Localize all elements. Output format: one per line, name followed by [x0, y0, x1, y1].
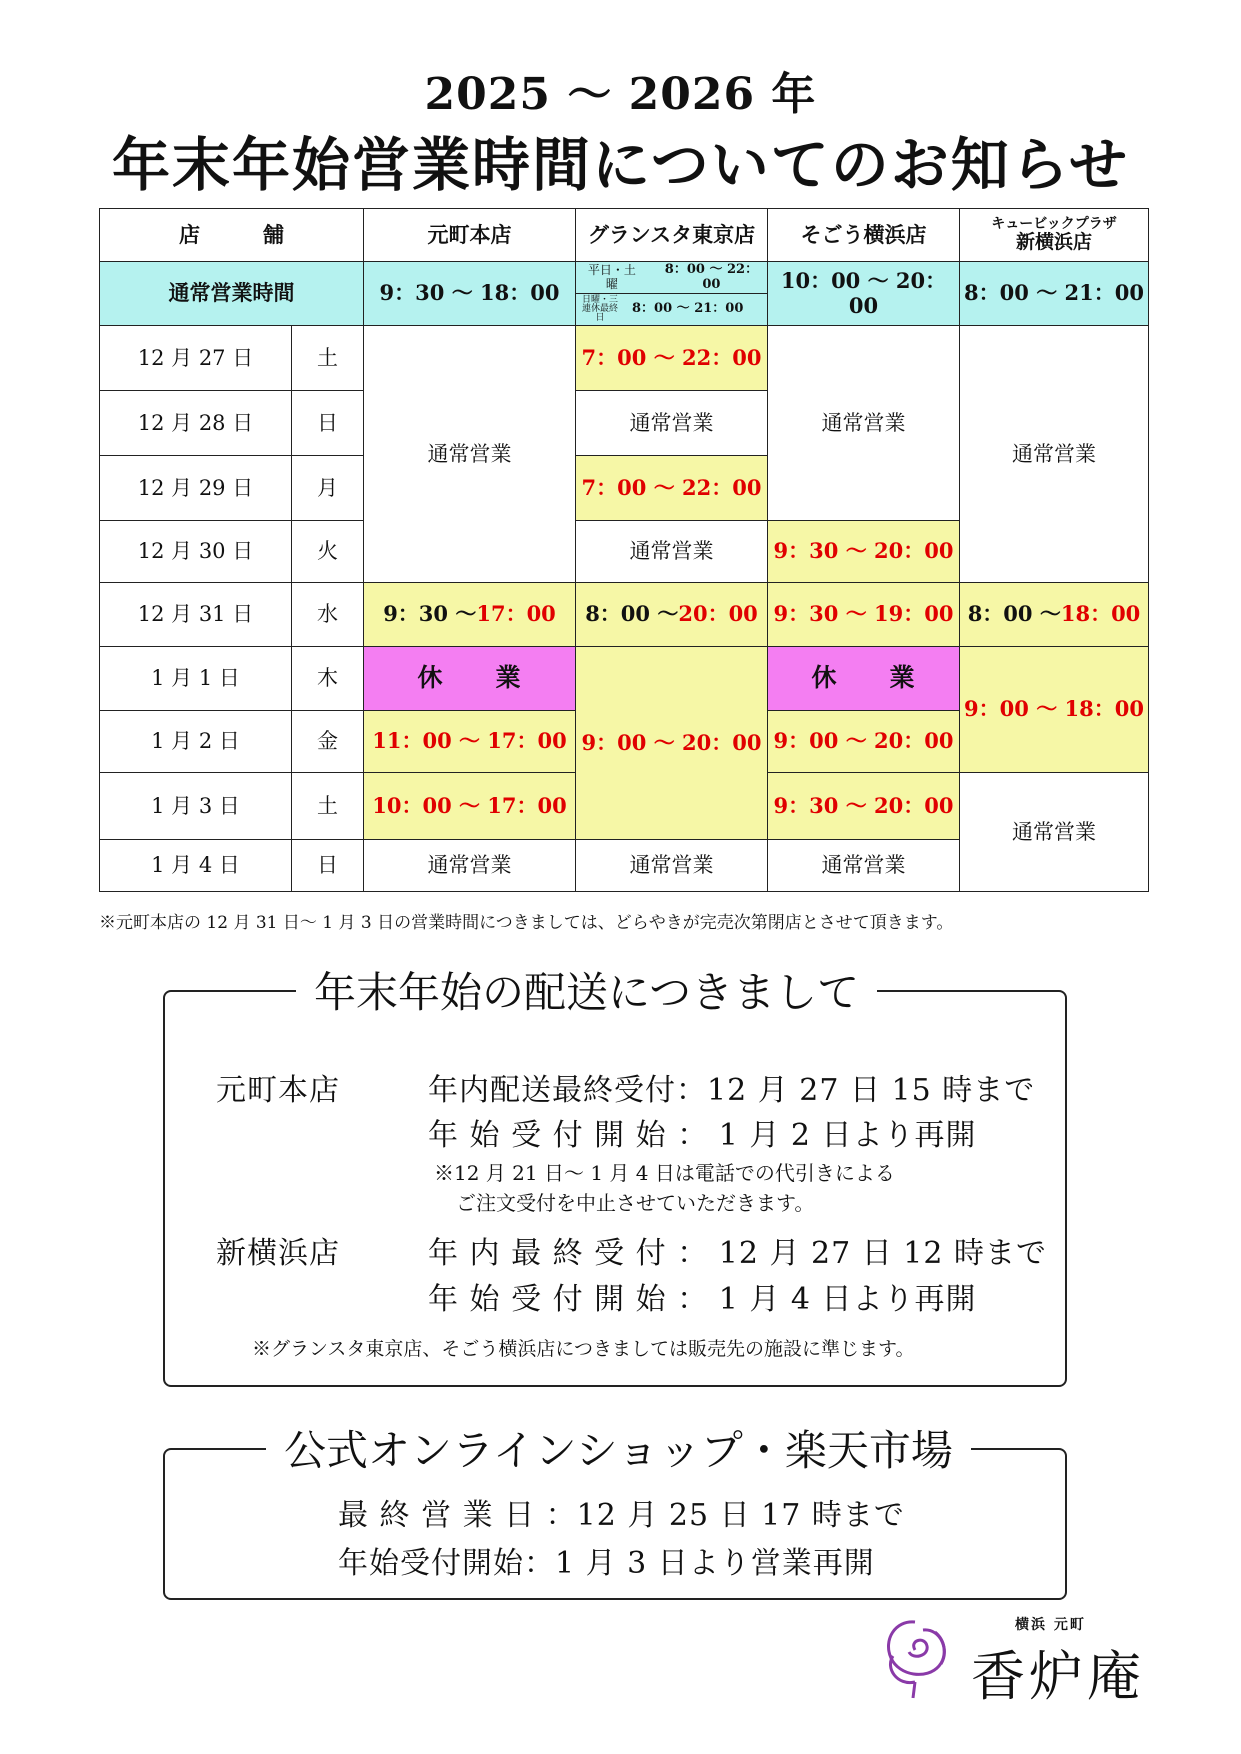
motomachi-1231-open: 9：30 〜 — [383, 601, 477, 627]
date-cell: 12 月 31 日 — [99, 582, 292, 647]
shinyokohama-restart: 年 始 受 付 開 始 ： 1 月 4 日より再開 — [428, 1282, 977, 1317]
dow-cell: 水 — [291, 582, 364, 647]
motomachi-note-line2: ご注文受付を中止させていただきます。 — [456, 1191, 815, 1215]
gransta-holiday-label: 日曜・三連休最終日 — [582, 295, 619, 323]
cubic-1231 — [959, 582, 1149, 647]
date-cell: 1 月 1 日 — [99, 646, 292, 711]
gransta-1231 — [575, 582, 768, 647]
sogo-1230: 9：30 〜 20：00 — [767, 520, 960, 583]
header-cubic-line1: キュービックプラザ — [991, 216, 1117, 233]
gransta-0101-0103: 9：00 〜 20：00 — [575, 646, 768, 840]
sogo-regular-1227-1229: 通常営業 — [767, 325, 960, 521]
dow-cell: 日 — [291, 390, 364, 456]
header-gransta: グランスタ東京店 — [575, 208, 768, 262]
motomachi-note-line1: ※12 月 21 日〜 1 月 4 日は電話での代引きによる — [434, 1161, 895, 1185]
gransta-1230: 通常営業 — [575, 520, 768, 583]
gransta-holiday-hours: 8：00 〜 21：00 — [632, 301, 744, 317]
normal-hours-label: 通常営業時間 — [99, 261, 364, 326]
gransta-1229: 7：00 〜 22：00 — [575, 455, 768, 521]
motomachi-restart: 年 始 受 付 開 始 ： 1 月 2 日より再開 — [428, 1118, 977, 1153]
motomachi-0101-closed: 休 業 — [363, 646, 576, 711]
motomachi-0103: 10：00 〜 17：00 — [363, 772, 576, 840]
online-last-day: 最 終 営 業 日 ：12 月 25 日 17 時まで — [338, 1498, 905, 1533]
delivery-title: 年末年始の配送につきまして — [296, 960, 877, 1020]
sogo-0103: 9：30 〜 20：00 — [767, 772, 960, 840]
online-title: 公式オンラインショップ・楽天市場 — [266, 1418, 971, 1478]
gransta-weekday-row — [576, 262, 767, 294]
header-motomachi: 元町本店 — [363, 208, 576, 262]
dow-cell: 月 — [291, 455, 364, 521]
year-heading: 2025 〜 2026 年 — [424, 69, 817, 120]
cubic-regular-1227-1230: 通常営業 — [959, 325, 1149, 583]
date-cell: 1 月 3 日 — [99, 772, 292, 840]
header-store: 店 舗 — [99, 208, 364, 262]
header-cubic-line2: 新横浜店 — [1015, 231, 1092, 254]
dow-cell: 火 — [291, 520, 364, 583]
logo-name: 香炉庵 — [971, 1645, 1145, 1708]
page-title: 年末年始営業時間についてのお知らせ — [111, 131, 1130, 199]
table-footnote: ※元町本店の 12 月 31 日〜 1 月 3 日の営業時間につきましては、どらやきが完売次第閉店とさせて頂きます。 — [99, 913, 954, 933]
delivery-note: ※グランスタ東京店、そごう横浜店につきましては販売先の施設に準じます。 — [252, 1338, 915, 1360]
motomachi-1231-close: 17：00 — [476, 601, 556, 627]
dow-cell: 土 — [291, 325, 364, 391]
logo-location: 横浜 元町 — [1015, 1617, 1086, 1633]
sogo-0101-closed: 休 業 — [767, 646, 960, 711]
dow-cell: 日 — [291, 839, 364, 892]
sogo-0102: 9：00 〜 20：00 — [767, 710, 960, 773]
gransta-1231-close: 20：00 — [678, 601, 758, 627]
normal-hours-gransta — [575, 261, 768, 326]
shinyokohama-last-order: 年 内 最 終 受 付 ： 12 月 27 日 12 時まで — [428, 1236, 1047, 1271]
date-cell: 12 月 29 日 — [99, 455, 292, 521]
motomachi-0104: 通常営業 — [363, 839, 576, 892]
delivery-store-motomachi: 元町本店 — [216, 1073, 340, 1108]
motomachi-1231 — [363, 582, 576, 647]
date-cell: 12 月 28 日 — [99, 390, 292, 456]
delivery-store-shinyokohama: 新横浜店 — [216, 1236, 340, 1271]
header-sogo: そごう横浜店 — [767, 208, 960, 262]
gransta-weekday-label: 平日・土曜 — [587, 262, 636, 291]
gransta-holiday-row — [576, 294, 767, 325]
cubic-regular-0103-0104: 通常営業 — [959, 772, 1149, 892]
cubic-1231-close: 18：00 — [1060, 601, 1141, 627]
cubic-1231-open: 8：00 〜 — [967, 601, 1061, 627]
dow-cell: 土 — [291, 772, 364, 840]
gransta-weekday-hours: 8：00 〜 22：00 — [664, 261, 759, 292]
brand-logo — [875, 1610, 1155, 1710]
normal-hours-cubic: 8：00 〜 21：00 — [959, 261, 1149, 326]
gransta-1227: 7：00 〜 22：00 — [575, 325, 768, 391]
business-hours-table — [99, 208, 1149, 892]
normal-hours-sogo: 10：00 〜 20：00 — [767, 261, 960, 326]
date-cell: 12 月 27 日 — [99, 325, 292, 391]
normal-hours-motomachi: 9：30 〜 18：00 — [363, 261, 576, 326]
gransta-0104: 通常営業 — [575, 839, 768, 892]
sogo-0104: 通常営業 — [767, 839, 960, 892]
flower-logo-icon — [875, 1610, 955, 1700]
gransta-1228: 通常営業 — [575, 390, 768, 456]
online-restart: 年始受付開始：1 月 3 日より営業再開 — [338, 1546, 875, 1581]
date-cell: 1 月 4 日 — [99, 839, 292, 892]
dow-cell: 金 — [291, 710, 364, 773]
header-cubic — [959, 208, 1149, 262]
motomachi-0102: 11：00 〜 17：00 — [363, 710, 576, 773]
sogo-1231: 9：30 〜 19：00 — [767, 582, 960, 647]
gransta-1231-open: 8：00 〜 — [585, 601, 679, 627]
date-cell: 12 月 30 日 — [99, 520, 292, 583]
date-cell: 1 月 2 日 — [99, 710, 292, 773]
cubic-0101-0102: 9：00 〜 18：00 — [959, 646, 1149, 773]
motomachi-last-order: 年内配送最終受付：12 月 27 日 15 時まで — [428, 1073, 1036, 1108]
motomachi-regular-1227-1230: 通常営業 — [363, 325, 576, 583]
dow-cell: 木 — [291, 646, 364, 711]
